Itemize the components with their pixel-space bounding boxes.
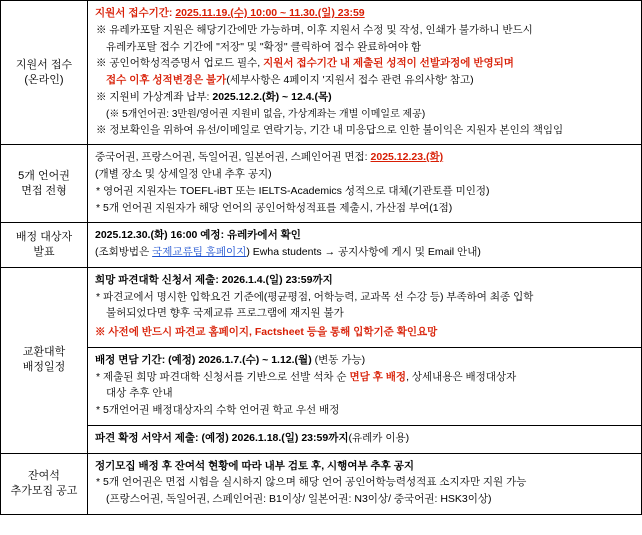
row-label-line2: 발표 (33, 246, 55, 258)
cell-block (88, 223, 641, 267)
row-body-application (88, 1, 642, 145)
cell-block-placement-interview (88, 348, 641, 426)
text-line (95, 6, 635, 22)
cell-block-preference-form (88, 268, 641, 348)
cell-block-confirmation-pledge (88, 426, 641, 453)
row-label-line1: 잔여석 (28, 469, 60, 482)
row-body-placement (88, 267, 642, 453)
row-label-line2: 추가모집 공고 (10, 484, 78, 497)
value-pledge-deadline: 2026.1.18.(일) 23:59까지 (231, 431, 349, 444)
text-line: 대상 추후 안내 (106, 387, 173, 400)
text-line: ※ 유레카포탈 지원은 해당기간에만 가능하며, 이후 지원서 수정 및 작성, 인쇄가 불가하니 반드시 (96, 23, 533, 36)
text-line: * 5개 언어권은 면접 시험을 실시하지 않으며 해당 언어 공인어학능력성적표 소지자만 지원 가능 (96, 476, 527, 489)
row-label-line2: 배정일정 (22, 361, 66, 374)
row-label-line1: 5개 언어권 (18, 169, 70, 182)
value-placement-interview-period: 2026.1.7.(수) ~ 1.12.(월) (198, 353, 312, 366)
row-label-additional-recruitment (1, 453, 88, 514)
text-line: 불허되었다면 향후 국제교류 프로그램에 재지원 불가 (106, 307, 344, 320)
table-row (1, 1, 642, 145)
text-line (95, 325, 635, 341)
row-label-line1: 지원서 접수 (15, 58, 73, 71)
notice-check-requirements: ※ 사전에 반드시 파견교 홈페이지, Factsheet 등을 통해 입학기준 확인요망 (95, 326, 438, 338)
value-interview-date: 2025.12.23.(화) (370, 151, 444, 164)
text-line: * 제출된 희망 파견대학 신청서를 기반으로 선발 석차 순 면담 후 배정, 상세내용은 배정대상자 (96, 370, 517, 383)
link-international-office-homepage[interactable]: 국제교류팀 홈페이지 (152, 246, 247, 258)
text-line: (프랑스어권, 독일어권, 스페인어권: B1이상/ 일본어권: N3이상/ 중국어권: HSK3이상) (106, 493, 492, 505)
row-label-application (1, 1, 88, 145)
table-row (1, 223, 642, 268)
text-line: * 5개언어권 배정대상자의 수학 언어권 학교 우선 배정 (96, 404, 340, 416)
value-announcement-date: 2025.12.30.(화) 16:00 예정: 유레카에서 확인 (95, 229, 301, 242)
text-line: 희망 파견대학 신청서 제출: 2026.1.4.(일) 23:59까지 (95, 273, 333, 286)
text-line: ※ 정보확인을 위하여 유선/이메일로 연락기능, 기간 내 미응답으로 인한 불이익은 지원자 본인의 책임임 (96, 123, 564, 136)
text-line: 파견 확정 서약서 제출: (예정) 2026.1.18.(일) 23:59까지(유레카 이용) (95, 431, 410, 444)
row-label-line2: (온라인) (24, 73, 64, 86)
text-line: ※ 지원비 가상계좌 납부: 2025.12.2.(화) ~ 12.4.(목) (96, 90, 332, 103)
cell-block (88, 145, 641, 222)
text-line: 유레카포탈 접수 기간에 "저장" 및 "확정" 클릭하여 접수 완료하여야 함 (106, 40, 422, 53)
row-body-interview (88, 145, 642, 223)
text-line: ※ 공인어학성적증명서 업로드 필수, 지원서 접수기간 내 제출된 성적이 선발과정에 반영되며 (96, 57, 514, 70)
label-application-period: 지원서 접수기간: (95, 7, 176, 19)
row-label-line1: 배정 대상자 (15, 231, 73, 244)
text-line: * 파견교에서 명시한 입학요건 기준에(평균평점, 어학능력, 교과목 선 수강 등) 부족하여 최종 입학 (96, 290, 534, 303)
table-row (1, 453, 642, 514)
text-line: (조회방법은 국제교류팀 홈페이지) Ewha students → 공지사항에 게시 및 Email 안내) (95, 246, 481, 258)
text-line: 중국어권, 프랑스어권, 독일어권, 일본어권, 스페인어권 면접: 2025.12.23.(화) (95, 151, 444, 164)
text-line: (개별 장소 및 상세일정 안내 추후 공지) (95, 168, 272, 180)
row-label-line2: 면접 전형 (21, 184, 67, 197)
value-fee-payment-period: 2025.12.2.(화) ~ 12.4.(목) (212, 90, 332, 103)
row-body-announcement (88, 223, 642, 268)
value-application-period: 2025.11.19.(수) 10:00 ~ 11.30.(일) 23:59 (175, 7, 365, 19)
table-row (1, 267, 642, 453)
value-preference-form-deadline: 2026.1.4.(일) 23:59까지 (221, 273, 333, 286)
row-label-line1: 교환대학 (22, 346, 66, 359)
text-line: 접수 이후 성적변경은 불가(세부사항은 4페이지 '지원서 접수 관련 유의사항' 참고) (106, 74, 474, 86)
text-line (95, 228, 635, 244)
text-line: * 영어권 지원자는 TOEFL-iBT 또는 IELTS-Academics 성적으로 대체(기관토플 미인정) (96, 184, 490, 197)
row-label-interview (1, 145, 88, 223)
text-line: 배정 면담 기간: (예정) 2026.1.7.(수) ~ 1.12.(월) (변동 가능) (95, 353, 366, 366)
text-line: * 5개 언어권 지원자가 해당 언어의 공인어학성적표를 제출시, 가산점 부여(1점) (96, 201, 453, 214)
text-line: 정기모집 배정 후 잔여석 현황에 따라 내부 검토 후, 시행여부 추후 공지 (95, 459, 415, 472)
cell-block (88, 1, 641, 144)
table-row (1, 145, 642, 223)
row-body-additional-recruitment (88, 453, 642, 514)
text-line: (※ 5개언어권: 3만원/영어권 지원비 없음, 가상계좌는 개별 이메일로 제공) (106, 108, 426, 120)
row-label-announcement (1, 223, 88, 268)
cell-block (88, 454, 641, 514)
row-label-placement (1, 267, 88, 453)
